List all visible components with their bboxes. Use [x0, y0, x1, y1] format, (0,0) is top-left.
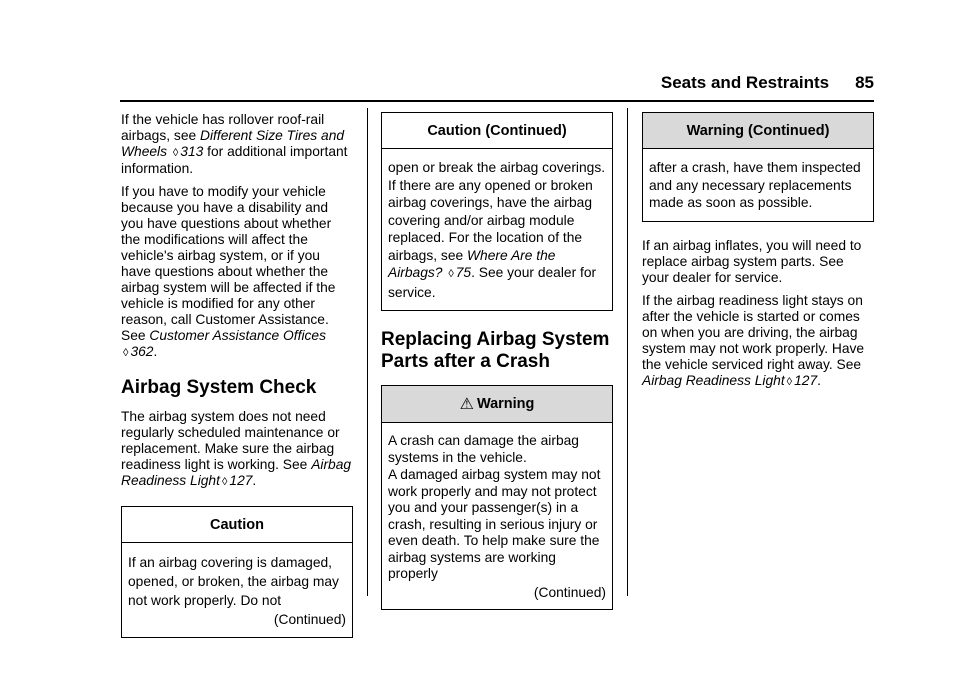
warning-text: after a crash, have them inspected and any necessary replacements made as soon as possible. — [649, 160, 861, 210]
caution-box-continued — [381, 112, 613, 311]
caution-box — [121, 506, 353, 638]
text: If you have to modify your vehicle because you have a disability and you have questions about whether the modifications will affect the vehicle's airbag system, or if you have questions about whether the airbag system will be affected if the vehicle is modified for any other reason, call Customer Assistance. See — [121, 184, 336, 343]
warning-title: Warning (Continued) — [643, 113, 873, 149]
page-ref-icon: ◊ — [123, 347, 129, 359]
page-reference[interactable]: 362 — [130, 344, 154, 359]
text: If the airbag readiness light stays on after the vehicle is started or comes on when you are driving, the airbag system may not work properly. Have the vehicle serviced right away. See — [642, 292, 865, 372]
warning-box-continued — [642, 112, 874, 222]
page-ref-icon: ◊ — [448, 268, 454, 280]
page-reference[interactable]: 313 — [180, 144, 204, 159]
page-number: 85 — [855, 73, 874, 92]
caution-body — [382, 149, 612, 310]
continued-label: (Continued) — [533, 584, 606, 600]
caution-body — [122, 543, 352, 637]
caution-text: If an airbag covering is damaged, opened, or broken, the airbag may not work properly. Do not — [128, 555, 339, 608]
cross-reference-link[interactable]: Customer Assistance Offices — [149, 328, 326, 343]
cross-reference-link[interactable]: Airbag Readiness Light — [121, 457, 352, 488]
paragraph — [642, 293, 874, 390]
page-reference[interactable]: 127 — [794, 372, 818, 388]
cross-reference-link[interactable]: Where Are the Airbags? — [388, 247, 556, 280]
page-ref-icon: ◊ — [221, 476, 228, 488]
page-ref-icon: ◊ — [786, 375, 793, 388]
warning-label: Warning — [476, 396, 535, 412]
caution-text — [388, 159, 606, 301]
page-reference[interactable]: 75 — [455, 265, 472, 280]
section-heading: Replacing Airbag System Parts after a Crash — [381, 329, 610, 372]
warning-body — [382, 423, 612, 609]
section-heading: Airbag System Check — [121, 377, 317, 398]
section-title: Seats and Restraints — [660, 73, 830, 92]
text: . — [817, 372, 821, 388]
header-rule — [120, 100, 874, 102]
paragraph — [121, 184, 353, 361]
page-header — [661, 73, 874, 93]
warning-text: A damaged airbag system may not work properly and may not protect you and your passenger(s) in a crash, resulting in serious injury or even death. To help make sure the airbag systems are working properly — [388, 467, 601, 581]
page-reference[interactable]: 127 — [229, 473, 253, 488]
warning-text: A crash can damage the airbag systems in the vehicle. — [388, 433, 579, 465]
paragraph — [121, 409, 353, 490]
text: . See your dealer for service. — [388, 265, 597, 300]
paragraph — [121, 112, 353, 177]
warning-box — [381, 385, 613, 610]
column-divider — [627, 108, 628, 596]
text: for additional important information. — [121, 144, 348, 176]
text: The airbag system does not need regularly scheduled maintenance or replacement. Make sure the airbag readiness light is working. See — [121, 409, 340, 472]
text: open or break the airbag coverings. If there are any opened or broken airbag coverings, have the airbag covering and/or airbag module replaced. For the location of the airbags, see — [388, 160, 606, 263]
paragraph: If an airbag inflates, you will need to replace airbag system parts. See your dealer for service. — [642, 237, 862, 285]
column-3 — [642, 112, 874, 397]
text: . — [252, 473, 257, 488]
cross-reference-link[interactable]: Airbag Readiness Light — [642, 372, 785, 388]
text: . — [153, 344, 158, 359]
page-ref-icon: ◊ — [172, 147, 179, 159]
continued-label: (Continued) — [273, 612, 346, 627]
warning-title — [382, 386, 612, 423]
column-divider — [367, 108, 368, 596]
caution-title: Caution (Continued) — [382, 113, 612, 149]
column-1 — [121, 112, 353, 638]
warning-icon: ⚠ — [459, 396, 474, 413]
text: If the vehicle has rollover roof-rail airbags, see — [121, 112, 325, 143]
caution-title: Caution — [122, 507, 352, 543]
column-2 — [381, 112, 613, 610]
warning-body — [643, 149, 873, 221]
cross-reference-link[interactable]: Different Size Tires and Wheels — [121, 128, 345, 159]
